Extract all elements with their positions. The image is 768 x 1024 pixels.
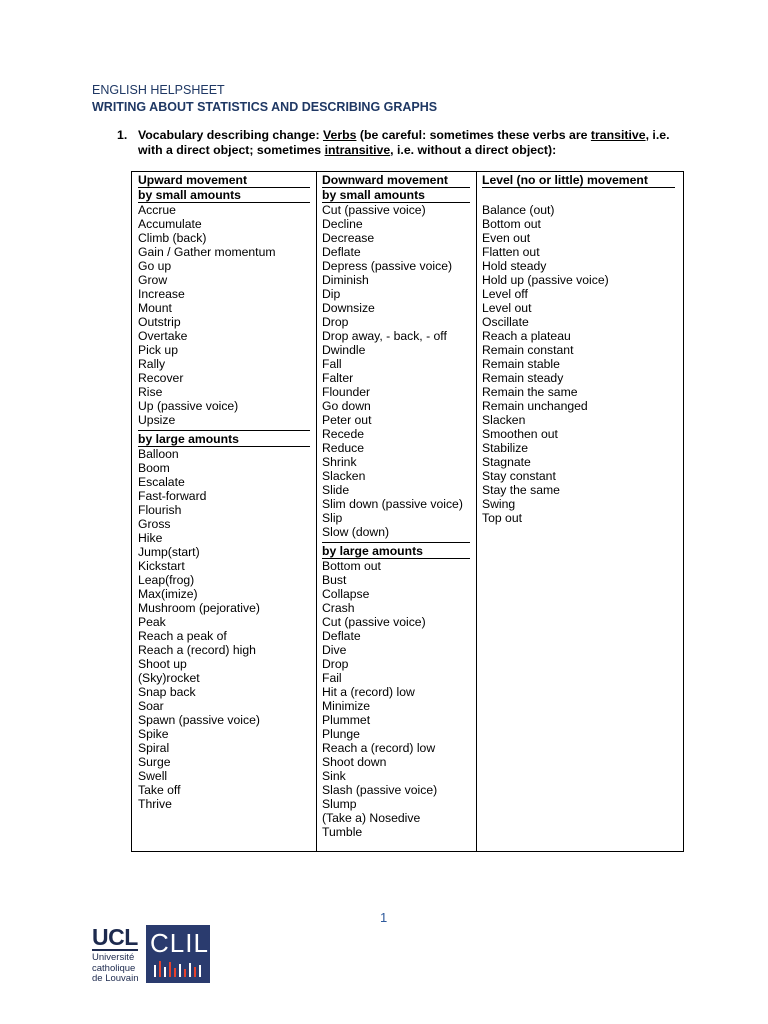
question-part1: Vocabulary describing change: xyxy=(138,128,323,142)
word-item: Drop xyxy=(322,657,349,671)
word-item: Mushroom (pejorative) xyxy=(138,601,260,615)
word-item: Decrease xyxy=(322,231,375,245)
word-item: Thrive xyxy=(138,797,172,811)
word-item: Dwindle xyxy=(322,343,366,357)
clil-logo-text: CLIL xyxy=(150,928,209,958)
word-item: Plummet xyxy=(322,713,371,727)
word-item: Fall xyxy=(322,357,342,371)
word-item: Mount xyxy=(138,301,172,315)
word-item: Kickstart xyxy=(138,559,185,573)
word-item: Gross xyxy=(138,517,171,531)
word-item: Climb (back) xyxy=(138,231,207,245)
word-item: Increase xyxy=(138,287,185,301)
word-item: Slacken xyxy=(322,469,366,483)
word-item: (Take a) Nosedive xyxy=(322,811,421,825)
word-item: Gain / Gather momentum xyxy=(138,245,276,259)
word-item: Depress (passive voice) xyxy=(322,259,453,273)
word-item: Boom xyxy=(138,461,170,475)
word-item: Collapse xyxy=(322,587,370,601)
word-item: Max(imize) xyxy=(138,587,198,601)
word-item: Shrink xyxy=(322,455,357,469)
word-item: Smoothen out xyxy=(482,427,558,441)
word-item: Drop away, - back, - off xyxy=(322,329,447,343)
downward-column xyxy=(316,172,477,851)
term-transitive: transitive xyxy=(590,128,646,142)
word-item: Bust xyxy=(322,573,347,587)
word-item: Grow xyxy=(138,273,168,287)
word-item: Flatten out xyxy=(482,245,540,259)
page-number: 1 xyxy=(380,910,388,925)
word-item: Level out xyxy=(482,301,532,315)
helpsheet-label: ENGLISH HELPSHEET xyxy=(92,83,225,97)
word-item: Shoot down xyxy=(322,755,387,769)
word-item: Flourish xyxy=(138,503,182,517)
word-item: (Sky)rocket xyxy=(138,671,200,685)
word-item: Go down xyxy=(322,399,371,413)
word-item: Swing xyxy=(482,497,516,511)
ucl-line-2: catholique xyxy=(92,962,136,974)
word-item: Slide xyxy=(322,483,350,497)
word-item: Remain the same xyxy=(482,385,578,399)
word-item: Stay constant xyxy=(482,469,556,483)
level-heading: Level (no or little) movement xyxy=(482,173,675,188)
word-item: Slim down (passive voice) xyxy=(322,497,463,511)
ucl-line-3: de Louvain xyxy=(92,973,139,984)
word-item: Sink xyxy=(322,769,346,783)
document-title: WRITING ABOUT STATISTICS AND DESCRIBING GRAPHS xyxy=(92,100,438,114)
word-item: Oscillate xyxy=(482,315,529,329)
word-item: Plunge xyxy=(322,727,360,741)
question-text xyxy=(138,128,687,158)
vocabulary-table xyxy=(131,171,684,852)
term-intransitive: intransitive xyxy=(324,143,391,157)
word-item: Go up xyxy=(138,259,172,273)
level-column xyxy=(476,172,683,851)
word-item: Swell xyxy=(138,769,168,783)
downward-small-heading: by small amounts xyxy=(322,188,470,203)
word-item: Fast-forward xyxy=(138,489,207,503)
word-item: Slacken xyxy=(482,413,526,427)
word-item: Even out xyxy=(482,231,531,245)
word-item: Remain stable xyxy=(482,357,560,371)
word-item: Spawn (passive voice) xyxy=(138,713,260,727)
word-item: Bottom out xyxy=(482,217,541,231)
word-item: Pick up xyxy=(138,343,178,357)
question-part3: , i.e. with a direct object; sometimes xyxy=(138,128,670,157)
upward-small-heading: by small amounts xyxy=(138,188,310,203)
word-item: Hold steady xyxy=(482,259,547,273)
word-item: Spike xyxy=(138,727,169,741)
upward-small-list xyxy=(138,203,310,427)
word-item: Peter out xyxy=(322,413,372,427)
word-item: Stabilize xyxy=(482,441,529,455)
word-item: Up (passive voice) xyxy=(138,399,239,413)
word-item: Slump xyxy=(322,797,357,811)
question-number: 1. xyxy=(117,128,128,142)
word-item: Hit a (record) low xyxy=(322,685,415,699)
word-item: Reach a (record) low xyxy=(322,741,436,755)
word-item: Remain steady xyxy=(482,371,564,385)
clil-logo xyxy=(146,925,210,983)
word-item: Escalate xyxy=(138,475,185,489)
word-item: Tumble xyxy=(322,825,363,839)
ucl-logo-text: UCL xyxy=(92,924,138,950)
word-item: Slow (down) xyxy=(322,525,390,539)
word-item: Rise xyxy=(138,385,163,399)
word-item: Balance (out) xyxy=(482,203,555,217)
word-item: Jump(start) xyxy=(138,545,200,559)
upward-heading: Upward movement xyxy=(138,173,310,188)
word-item: Recover xyxy=(138,371,184,385)
word-item: Overtake xyxy=(138,329,188,343)
clil-bars-icon xyxy=(152,959,204,977)
word-item: Accrue xyxy=(138,203,176,217)
question-1 xyxy=(117,128,687,158)
word-item: Balloon xyxy=(138,447,179,461)
word-item: Leap(frog) xyxy=(138,573,195,587)
word-item: Reach a (record) high xyxy=(138,643,256,657)
level-list xyxy=(482,203,677,525)
downward-heading: Downward movement xyxy=(322,173,470,188)
ucl-line-1: Université xyxy=(92,952,135,963)
word-item: Drop xyxy=(322,315,349,329)
word-item: Crash xyxy=(322,601,355,615)
word-item: Top out xyxy=(482,511,522,525)
word-item: Recede xyxy=(322,427,365,441)
question-part2: (be careful: sometimes these verbs are xyxy=(356,128,591,142)
word-item: Stay the same xyxy=(482,483,560,497)
question-part4: , i.e. without a direct object): xyxy=(390,143,557,157)
word-item: Remain unchanged xyxy=(482,399,588,413)
word-item: Downsize xyxy=(322,301,375,315)
word-item: Decline xyxy=(322,217,363,231)
word-item: Remain constant xyxy=(482,343,574,357)
word-item: Dive xyxy=(322,643,347,657)
word-item: Upsize xyxy=(138,413,176,427)
term-verbs: Verbs xyxy=(322,128,357,142)
word-item: Dip xyxy=(322,287,341,301)
word-item: Cut (passive voice) xyxy=(322,615,426,629)
word-item: Reach a plateau xyxy=(482,329,571,343)
document-header xyxy=(92,83,437,115)
ucl-logo xyxy=(92,926,140,985)
word-item: Reduce xyxy=(322,441,365,455)
word-item: Slip xyxy=(322,511,343,525)
ucl-logo-subtitle xyxy=(92,953,140,985)
downward-large-heading: by large amounts xyxy=(322,542,470,559)
word-item: Outstrip xyxy=(138,315,181,329)
word-item: Bottom out xyxy=(322,559,381,573)
word-item: Stagnate xyxy=(482,455,531,469)
word-item: Deflate xyxy=(322,245,361,259)
word-item: Flounder xyxy=(322,385,371,399)
word-item: Slash (passive voice) xyxy=(322,783,438,797)
word-item: Take off xyxy=(138,783,181,797)
downward-small-list xyxy=(322,203,470,539)
word-item: Peak xyxy=(138,615,166,629)
downward-large-list xyxy=(322,559,470,839)
word-item: Hold up (passive voice) xyxy=(482,273,609,287)
upward-column xyxy=(132,172,317,851)
word-item: Soar xyxy=(138,699,164,713)
word-item: Reach a peak of xyxy=(138,629,227,643)
word-item: Diminish xyxy=(322,273,369,287)
word-item: Fail xyxy=(322,671,342,685)
word-item: Deflate xyxy=(322,629,361,643)
word-item: Minimize xyxy=(322,699,371,713)
word-item: Surge xyxy=(138,755,171,769)
word-item: Accumulate xyxy=(138,217,202,231)
word-item: Hike xyxy=(138,531,163,545)
upward-large-list xyxy=(138,447,310,811)
word-item: Cut (passive voice) xyxy=(322,203,426,217)
upward-large-heading: by large amounts xyxy=(138,430,310,447)
word-item: Falter xyxy=(322,371,354,385)
word-item: Rally xyxy=(138,357,166,371)
word-item: Level off xyxy=(482,287,528,301)
word-item: Snap back xyxy=(138,685,196,699)
word-item: Spiral xyxy=(138,741,170,755)
word-item: Shoot up xyxy=(138,657,187,671)
